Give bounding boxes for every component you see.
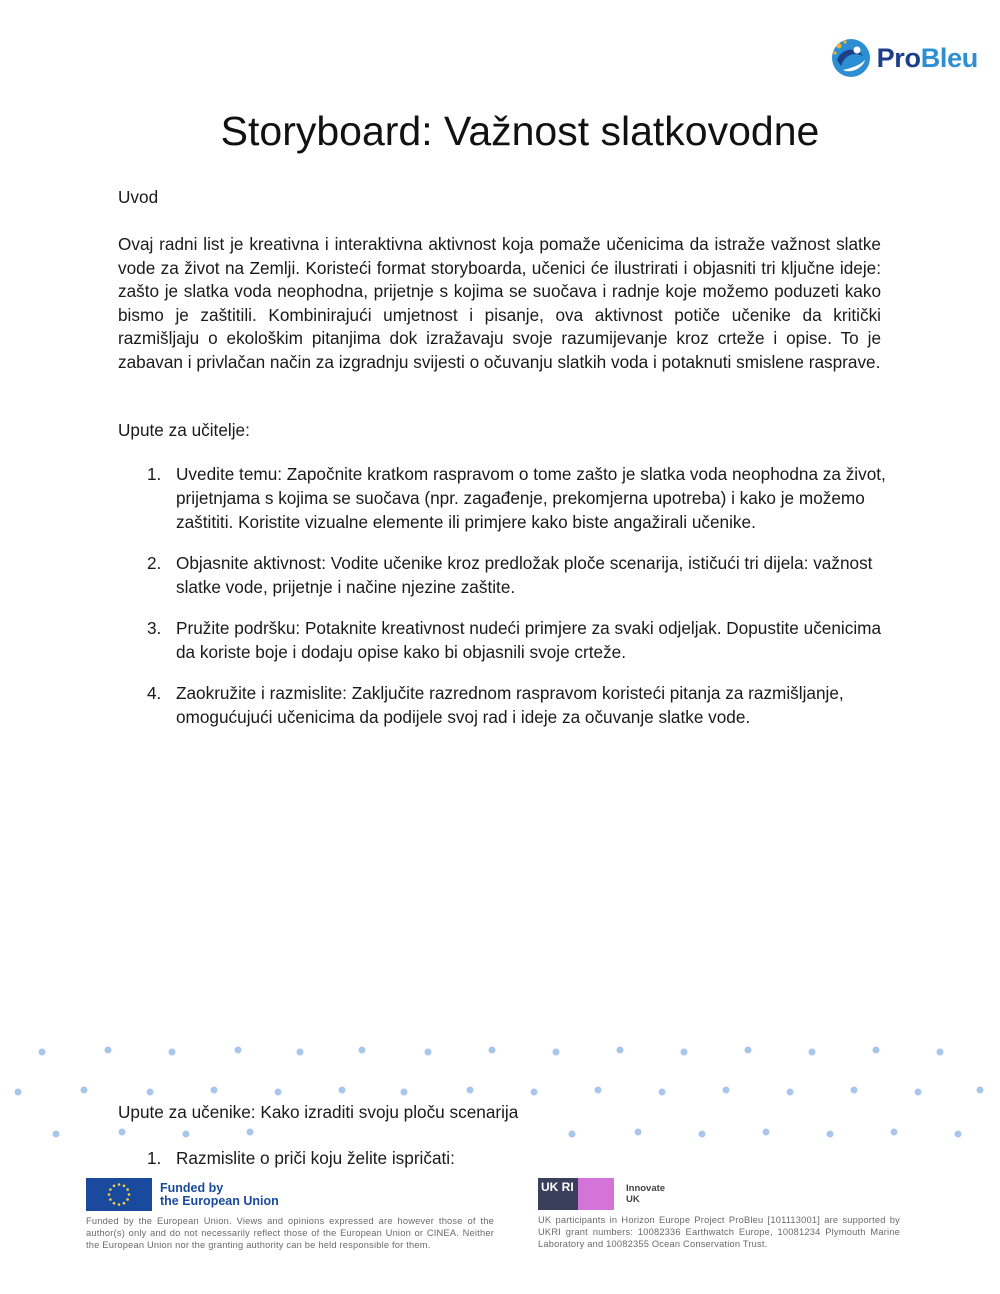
logo-text-bleu: Bleu <box>920 42 978 73</box>
list-item <box>118 681 888 729</box>
uk-funding-block <box>538 1178 900 1250</box>
eu-disclaimer: Funded by the European Union. Views and opinions expressed are however those of the author(s) only and do not necessarily reflect those of the European Union or CINEA. Neither the European Union nor the granting authority can be held responsible for them. <box>86 1216 494 1250</box>
ukri-logo-text: UK RI <box>538 1178 578 1210</box>
teachers-list <box>118 462 888 746</box>
list-item <box>118 462 888 534</box>
list-item-text: Objasnite aktivnost: Vodite učenike kroz predložak ploče scenarija, ističući tri dijela: važnost slatke vode, prijetnje i načine njezine zaštite. <box>176 553 873 597</box>
list-number: 3. <box>147 618 162 638</box>
list-number: 1. <box>147 1148 162 1168</box>
probleu-logo <box>829 36 978 80</box>
page-title: Storyboard: Važnost slatkovodne <box>220 108 820 154</box>
teachers-heading: Upute za učitelje: <box>118 420 250 440</box>
list-number: 4. <box>147 683 162 703</box>
students-heading: Upute za učenike: Kako izraditi svoju ploču scenarija <box>118 1102 519 1122</box>
logo-text-pro: Pro <box>876 42 921 73</box>
list-item <box>118 551 888 599</box>
eu-funding-block <box>86 1178 494 1251</box>
eu-flag-icon <box>86 1178 152 1211</box>
eu-label-line2: the European Union <box>160 1193 279 1208</box>
list-item-text: Zaokružite i razmislite: Zaključite razrednom raspravom koristeći pitanja za razmišljanje, omogućujući učenicima da podijele svoj rad i ideje za očuvanje slatke vode. <box>176 683 844 727</box>
innovate-line2: UK <box>626 1194 640 1205</box>
list-item-text: Uvedite temu: Započnite kratkom raspravom o tome zašto je slatka voda neophodna za život, prijetnjama s kojima se suočava (npr. zagađenje, prekomjerna upotreba) i kako je možemo zaštititi. Koristite vizualne elemente ili primjere kako biste angažirali učenike. <box>176 464 886 532</box>
list-number: 1. <box>147 464 162 484</box>
ukri-logo <box>538 1178 614 1210</box>
eu-label-line1: Funded by <box>160 1180 224 1195</box>
innovate-line1: Innovate <box>626 1183 666 1194</box>
innovate-uk-logo <box>626 1183 665 1205</box>
probleu-swirl-icon <box>829 36 873 80</box>
decorative-dots <box>0 1030 1000 1160</box>
list-item-text: Razmislite o priči koju želite ispričati: <box>176 1148 455 1168</box>
list-item <box>118 1146 888 1170</box>
intro-paragraph: Ovaj radni list je kreativna i interaktivna aktivnost koja pomaže učenicima da istraže važnost slatke vode za život na Zemlji. Koristeći format storyboarda, učenici će ilustrirati i objasniti tri ključne ideje: zašto je slatka voda neophodna, prijetnje s kojima se suočava i radnje koje možemo poduzeti kako bismo je zaštitili. Kombinirajući umjetnost i pisanje, ova aktivnost potiče učenike da kritički razmišljaju o ekološkim pitanjima dok izražavaju svoje razumijevanje kroz crteže i opise. To je zabavan i privlačan način za izgradnju svijesti o očuvanju slatkih voda i potaknuti smislene rasprave. <box>118 234 881 372</box>
list-item <box>118 616 888 664</box>
list-number: 2. <box>147 553 162 573</box>
intro-heading: Uvod <box>118 187 159 207</box>
list-item-text: Pružite podršku: Potaknite kreativnost nudeći primjere za svaki odjeljak. Dopustite učenicima da koriste boje i dodaju opise kako bi objasnili svoje crteže. <box>176 618 882 662</box>
uk-disclaimer: UK participants in Horizon Europe Project ProBleu [101113001] are supported by UKRI grant numbers: 10082336 Earthwatch Europe, 10081234 Plymouth Marine Laboratory and 10082355 Ocean Conservation Trust. <box>538 1215 900 1249</box>
